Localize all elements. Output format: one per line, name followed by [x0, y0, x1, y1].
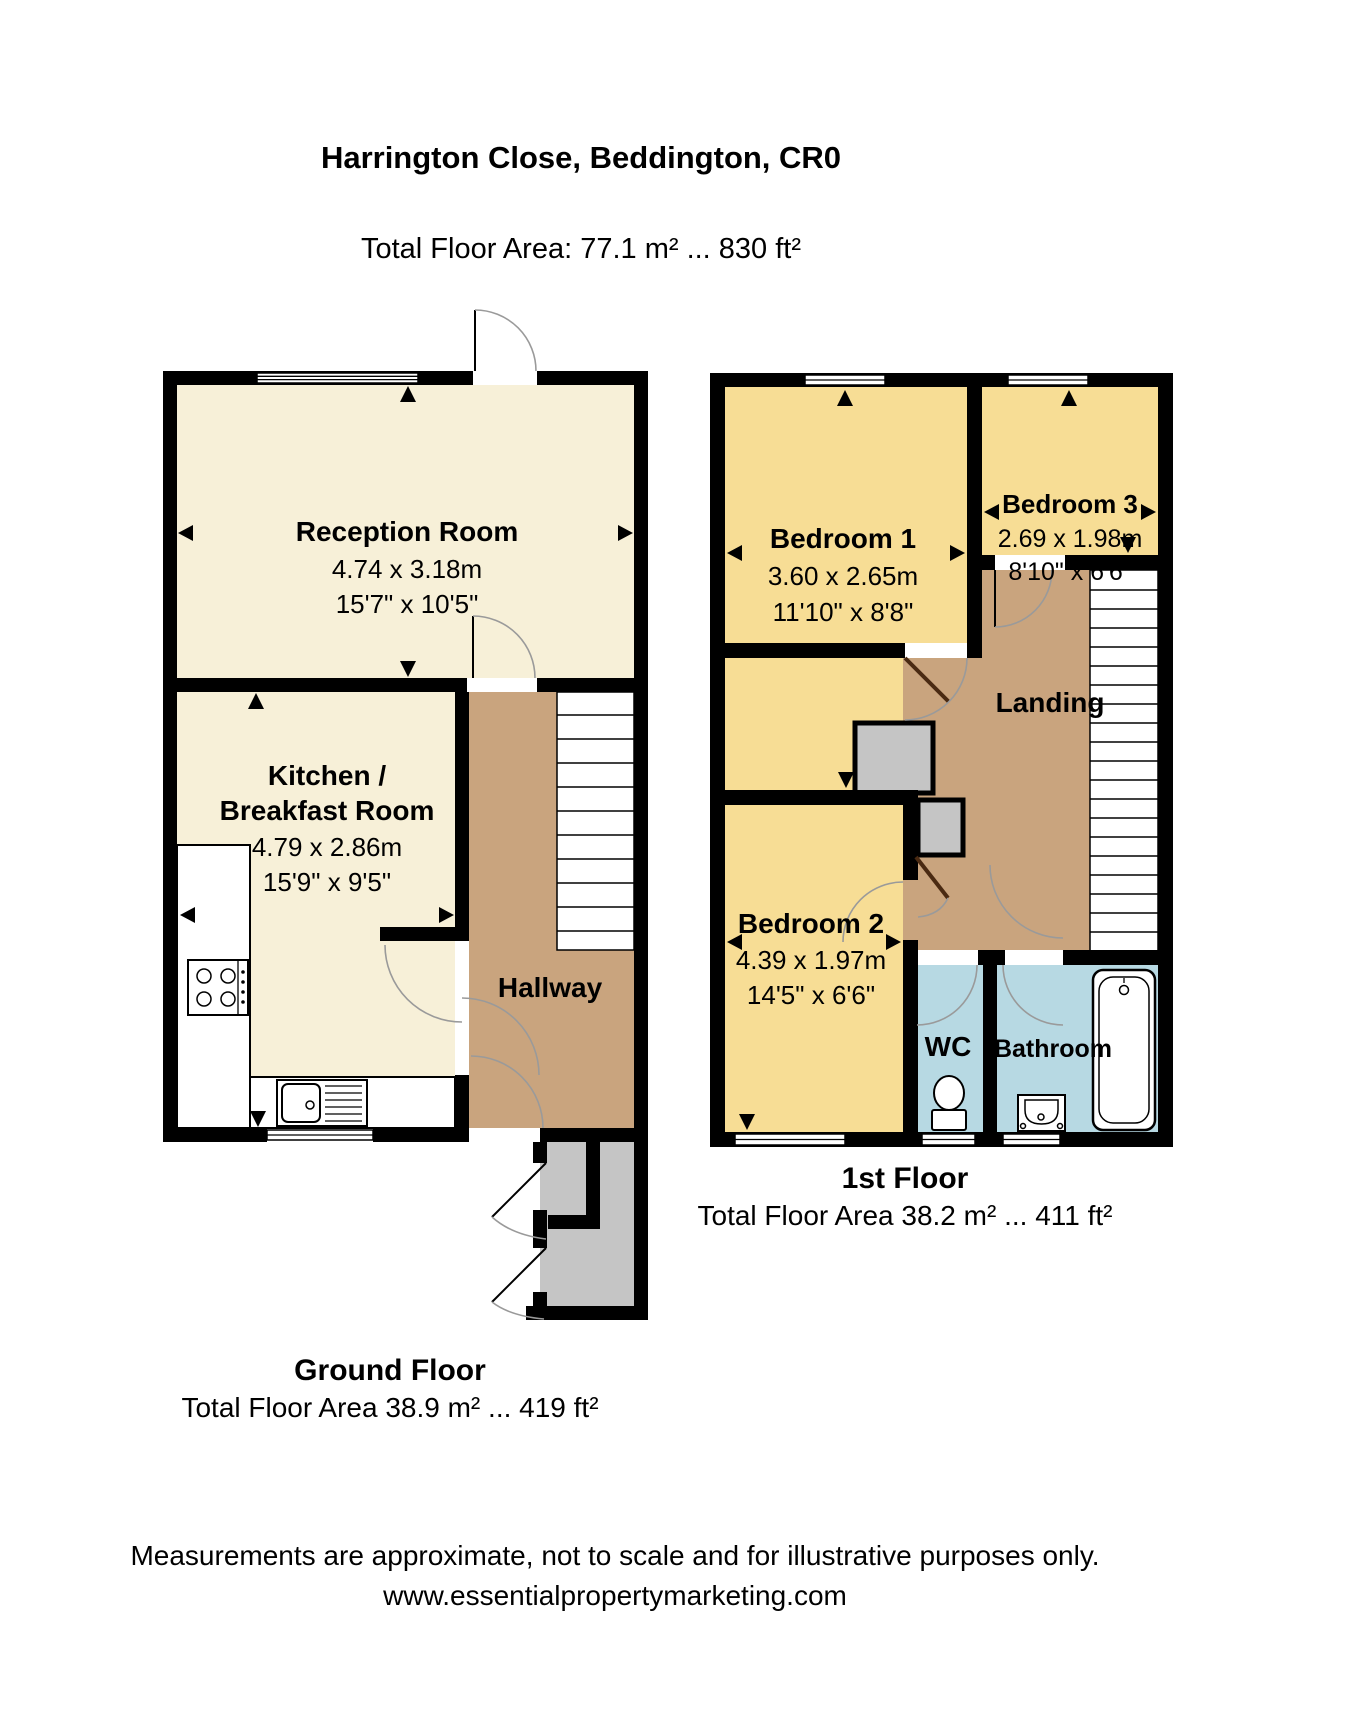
bedroom2-label: Bedroom 2 — [737, 908, 885, 939]
bedroom3-metric: 2.69 x 1.98m — [997, 525, 1143, 553]
kitchen-imperial: 15'9" x 9'5" — [262, 867, 392, 897]
reception-label: Reception Room — [295, 516, 519, 547]
website-url: www.essentialpropertymarketing.com — [383, 1580, 847, 1611]
cupboard — [855, 723, 933, 793]
ground-floor-area: Total Floor Area 38.9 m² ... 419 ft² — [181, 1392, 599, 1423]
total-floor-area: Total Floor Area: 77.1 m² ... 830 ft² — [360, 233, 802, 265]
front-door — [475, 310, 536, 371]
page-title: Harrington Close, Beddington, CR0 — [320, 140, 842, 175]
staircase — [1090, 570, 1158, 957]
reception-metric: 4.74 x 3.18m — [331, 554, 483, 584]
bedroom1-metric: 3.60 x 2.65m — [767, 561, 919, 591]
reception-window — [257, 373, 418, 383]
bedroom3-imperial: 8'10" x 6'6" — [1008, 558, 1132, 586]
first-floor-caption: 1st Floor — [841, 1162, 969, 1195]
bedroom2-window — [735, 1134, 845, 1145]
hallway-label: Hallway — [497, 972, 603, 1003]
disclaimer: Measurements are approximate, not to scale and for illustrative purposes only. — [130, 1540, 1100, 1571]
cupboard — [918, 800, 963, 855]
ground-floor-plan — [160, 285, 655, 1330]
first-floor-area: Total Floor Area 38.2 m² ... 411 ft² — [697, 1200, 1113, 1231]
bedroom2-metric: 4.39 x 1.97m — [735, 945, 887, 975]
bedroom1-label: Bedroom 1 — [769, 523, 917, 554]
bathroom-window — [1003, 1134, 1060, 1145]
wc-label: WC — [924, 1031, 972, 1062]
bedroom1-imperial: 11'10" x 8'8" — [772, 597, 914, 627]
bedroom2-imperial: 14'5" x 6'6" — [746, 980, 876, 1010]
basin-icon — [1018, 1095, 1065, 1131]
ground-floor-caption: Ground Floor — [294, 1354, 486, 1387]
toilet-icon — [932, 1076, 966, 1130]
first-floor-plan — [645, 330, 1180, 1160]
wc-window — [922, 1134, 975, 1145]
bedroom1-window — [805, 375, 885, 385]
staircase — [557, 692, 634, 950]
hob-icon — [188, 960, 248, 1015]
bathroom-label: Bathroom — [993, 1035, 1113, 1063]
reception-imperial: 15'7" x 10'5" — [335, 589, 479, 619]
kitchen-label-line1: Kitchen / — [267, 760, 387, 791]
bedroom3-window — [1008, 375, 1088, 385]
landing-label: Landing — [995, 687, 1105, 718]
kitchen-window — [267, 1130, 373, 1140]
bedroom3-label: Bedroom 3 — [1002, 489, 1138, 519]
sink-icon — [277, 1080, 367, 1126]
kitchen-label-line2: Breakfast Room — [219, 795, 435, 826]
kitchen-metric: 4.79 x 2.86m — [251, 832, 403, 862]
